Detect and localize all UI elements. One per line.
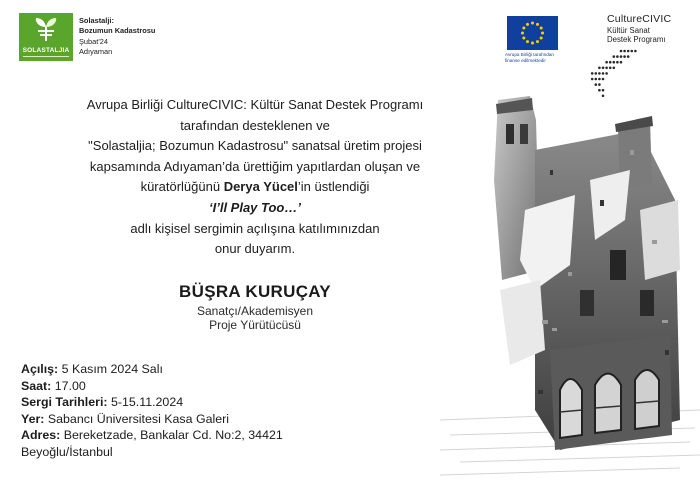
project-info: [79, 16, 155, 58]
project-info-line: Bozumun Kadastrosu: [79, 26, 156, 36]
event-details: [21, 361, 283, 461]
invitation-line: Avrupa Birliği CultureCIVIC: Kültür Sanat Destek Programı: [86, 97, 424, 112]
artist-role: Proje Yürütücüsü: [209, 318, 301, 332]
invitation-text: [30, 95, 480, 260]
invitation-line: "Solastaljia; Bozumun Kadastrosu" sanatsal üretim projesi: [88, 138, 422, 154]
eu-stars-icon: [507, 16, 558, 50]
dates-row: Sergi Tarihleri: 5-15.11.2024: [21, 395, 184, 410]
opening-row: Açılış: 5 Kasım 2024 Salı: [21, 362, 163, 376]
curator-name: Derya Yücel: [223, 179, 298, 195]
project-info-line: Adıyaman: [79, 47, 113, 57]
eu-funding-text: Avrupa Birliği tarafından finanse edilmektedir: [505, 52, 554, 63]
invitation-line: kapsamında Adıyaman’da ürettiğim yapıtlardan oluşan ve: [89, 158, 421, 174]
time-row: Saat: 17.00: [21, 378, 86, 393]
eu-flag-icon: [507, 16, 558, 50]
invitation-line: tarafından desteklenen ve: [180, 117, 330, 133]
invitation-line: adlı kişisel sergimin açılışına katılımınızdan: [130, 220, 380, 236]
invitation-line: onur duyarım.: [214, 241, 296, 257]
logo-text: SOLASTALJIA: [22, 47, 70, 54]
ruined-building-artwork: [440, 90, 700, 483]
project-info-line: Solastalji:: [79, 16, 114, 25]
artist-name: BÜŞRA KURUÇAY: [179, 282, 331, 301]
invitation-line: küratörlüğünü Derya Yücel’in üstlendiği: [140, 179, 370, 195]
exhibition-title: ‘I’ll Play Too…’: [209, 199, 301, 215]
program-subtitle: Kültür Sanat Destek Programı: [607, 26, 666, 44]
program-name: CultureCIVIC: [607, 13, 672, 25]
solastaljia-logo: [19, 13, 73, 61]
venue-row: Yer: Sabancı Üniversitesi Kasa Galeri: [21, 411, 229, 426]
leaf-icon: [29, 16, 63, 42]
artist-role: Sanatçı/Akademisyen: [196, 304, 314, 318]
address-line2: Beyoğlu/İstanbul: [21, 444, 113, 459]
address-row: Adres: Bereketzade, Bankalar Cd. No:2, 34421: [21, 428, 283, 443]
project-info-line: Şubat'24: [79, 36, 108, 46]
